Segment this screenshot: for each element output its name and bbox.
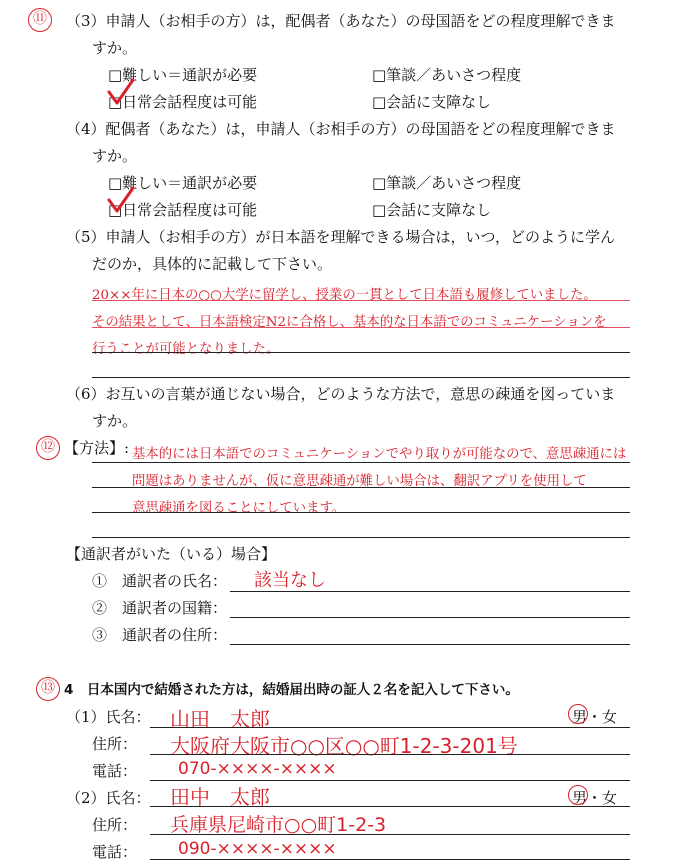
q5-answer-line3: 行うことが可能となりました。 (92, 342, 280, 357)
q6-answer-line1: 基本的には日本語でのコミュニケーションでやり取りが可能なので、意思疎通には (132, 447, 627, 462)
q5-line1: （5）申請人（お相手の方）が日本語を理解できる場合は，いつ，どのように学ん (66, 228, 615, 246)
witness2-address-label: 住所： (92, 816, 138, 834)
q5-rule1 (92, 352, 630, 353)
marker-13: ⑬ (36, 677, 60, 701)
q5-answer-line2: その結果として、日本語検定N2に合格し、基本的な日本語でのコミュニケーションを (92, 315, 607, 330)
q6-line2: すか。 (92, 412, 138, 430)
witness2-phone-label: 電話： (92, 843, 138, 861)
q6-answer-line2: 問題はありませんが、仮に意思疎通が難しい場合は、翻訳アプリを使用して (132, 474, 587, 489)
q5-rule2 (92, 377, 630, 378)
marker-11: ⑪ (28, 8, 52, 32)
q5-answer-underline1 (92, 300, 630, 301)
witness2-phone-rule (150, 859, 630, 860)
witness2-address-rule (150, 834, 630, 835)
witness1-address-label: 住所： (92, 735, 138, 753)
method-label: 【方法】: (64, 439, 130, 457)
witness2-phone: 090-××××-×××× (178, 839, 337, 859)
witness1-name-label: （1）氏名： (66, 708, 151, 726)
q3-option-writing[interactable]: □筆談／あいさつ程度 (372, 66, 522, 84)
witness2-name: 田中 太郎 (170, 785, 270, 809)
interpreter-address-rule (230, 644, 630, 645)
q4-checkmark-icon (106, 186, 136, 216)
q3-line1: （3）申請人（お相手の方）は，配偶者（あなた）の母国語をどの程度理解できま (66, 12, 616, 30)
q6-line1: （6）お互いの言葉が通じない場合，どのような方法で，意思の疎通を図っていま (66, 385, 616, 403)
interpreter-heading: 【通訳者がいた（いる）場合】 (66, 545, 277, 563)
q5-answer-line1: 20××年に日本の○○大学に留学し、授業の一貫として日本語も履修していました。 (92, 288, 597, 303)
interpreter-name-label: ① 通訳者の氏名： (92, 572, 228, 590)
q4-option-daily[interactable]: □日常会話程度は可能 (108, 201, 258, 219)
interpreter-name-value: 該当なし (254, 570, 326, 591)
interpreter-nationality-rule (230, 617, 630, 618)
q3-option-fluent[interactable]: □会話に支障なし (372, 93, 492, 111)
q3-line2: すか。 (92, 39, 138, 57)
interpreter-address-label: ③ 通訳者の住所： (92, 626, 228, 644)
witness1-gender-male-circle (568, 704, 588, 724)
q4-option-writing[interactable]: □筆談／あいさつ程度 (372, 174, 522, 192)
witness1-phone-label: 電話： (92, 762, 138, 780)
witness1-phone: 070-××××-×××× (178, 759, 337, 779)
q6-rule2 (92, 487, 630, 488)
q4-line2: すか。 (92, 147, 138, 165)
q4-option-difficult[interactable]: □難しい＝通訳が必要 (108, 174, 258, 192)
q4-line1: （4）配偶者（あなた）は，申請人（お相手の方）の母国語をどの程度理解できま (66, 120, 616, 138)
q6-rule3 (92, 512, 630, 513)
witness2-name-label: （2）氏名： (66, 789, 151, 807)
q3-option-daily[interactable]: □日常会話程度は可能 (108, 93, 258, 111)
q6-rule1 (92, 462, 630, 463)
witness2-gender-male-circle (568, 785, 588, 805)
q3-option-difficult[interactable]: □難しい＝通訳が必要 (108, 66, 258, 84)
witness1-address-rule (150, 754, 630, 755)
interpreter-name-rule (230, 591, 630, 592)
interpreter-nationality-label: ② 通訳者の国籍： (92, 599, 228, 617)
witness2-name-rule (150, 806, 630, 807)
marker-12: ⑫ (36, 436, 60, 460)
witnesses-heading: 4 日本国内で結婚された方は，結婚届出時の証人２名を記入して下さい。 (64, 682, 519, 698)
q6-answer-line3: 意思疎通を図ることにしています。 (132, 501, 346, 516)
witness2-address: 兵庫県尼崎市○○町1-2-3 (170, 814, 387, 836)
witness1-gender: 男・女 (572, 708, 618, 726)
q5-line2: だのか，具体的に記載して下さい。 (92, 255, 333, 273)
witness2-gender: 男・女 (572, 789, 618, 807)
witness1-name-rule (150, 727, 630, 728)
q4-option-fluent[interactable]: □会話に支障なし (372, 201, 492, 219)
witness1-address: 大阪府大阪市○○区○○町1-2-3-201号 (170, 734, 518, 758)
q3-checkmark-icon (106, 78, 136, 108)
witness1-name: 山田 太郎 (170, 707, 270, 731)
q6-rule4 (92, 537, 630, 538)
q5-answer-underline2 (92, 327, 630, 328)
